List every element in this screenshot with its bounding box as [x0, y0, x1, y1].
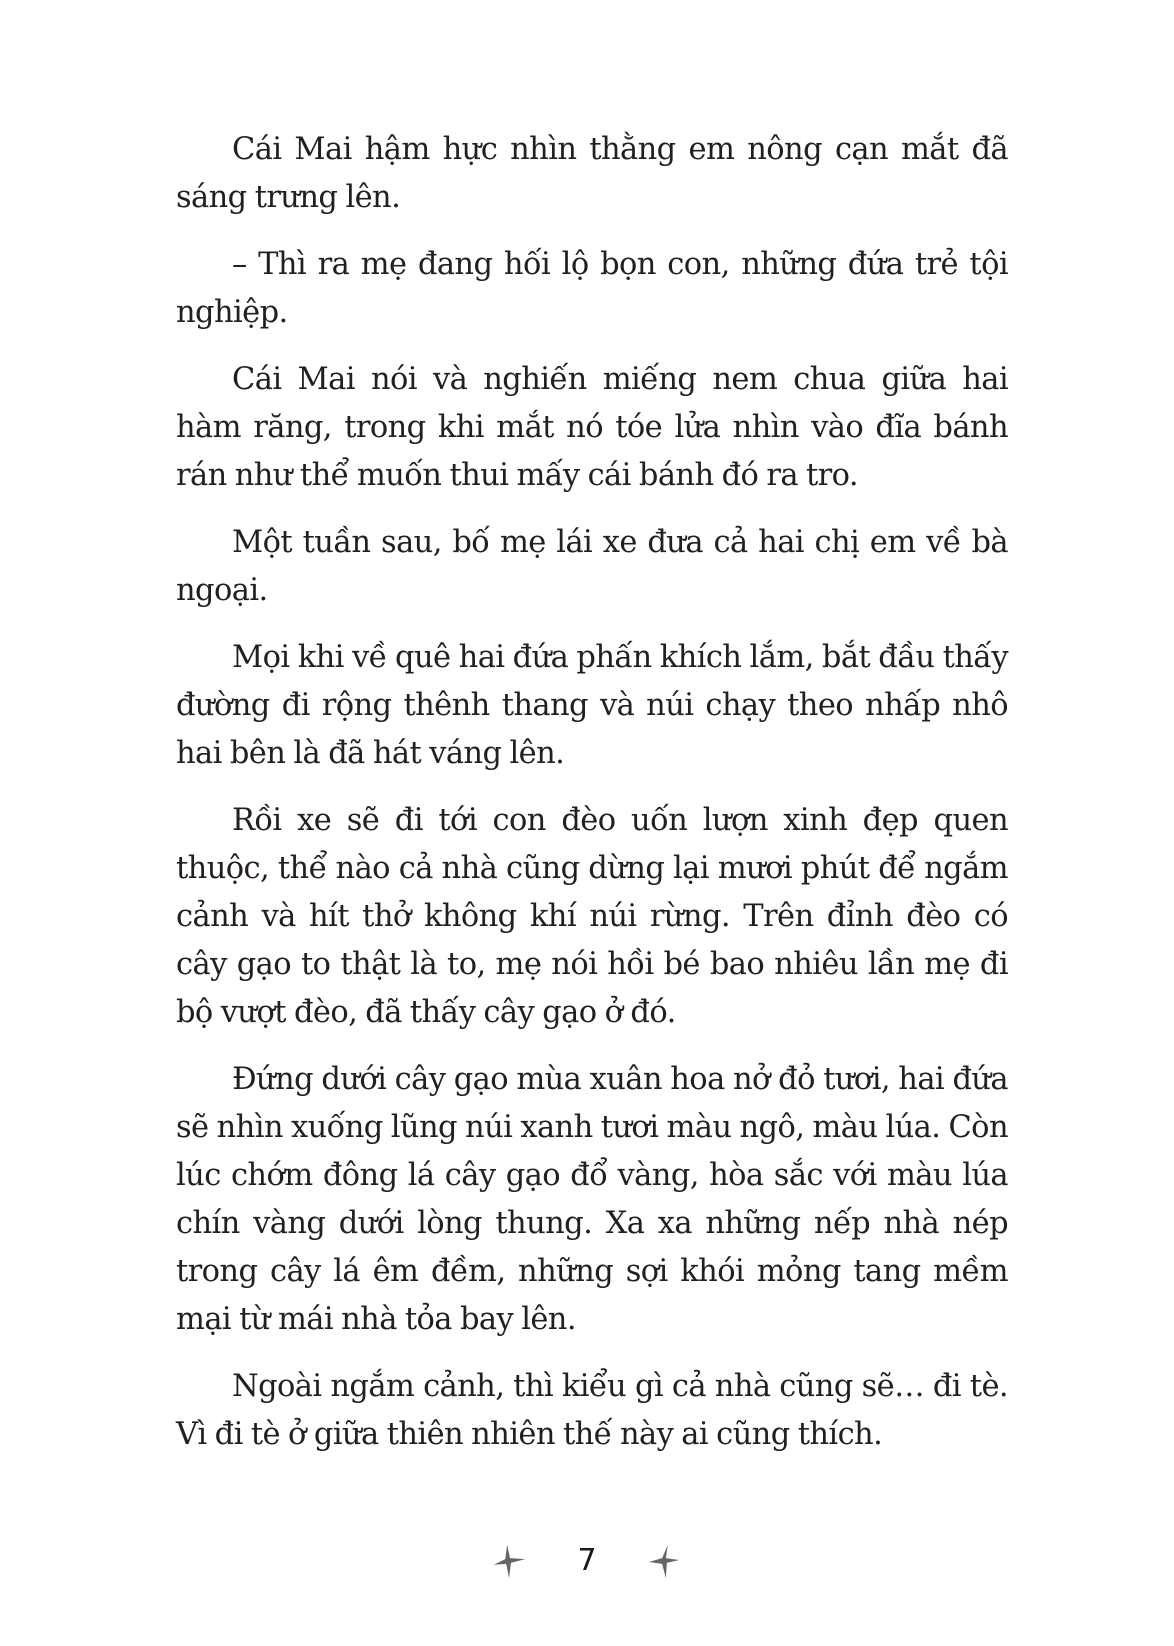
paragraph-8: Ngoài ngắm cảnh, thì kiểu gì cả nhà cũng sẽ… đi tè. Vì đi tè ở giữa thiên nhiên thế này ai cũng thích. — [176, 1369, 1008, 1452]
page-number: 7 — [577, 1543, 597, 1578]
paragraph-6: Rồi xe sẽ đi tới con đèo uốn lượn xinh đẹp quen thuộc, thể nào cả nhà cũng dừng lại mươi phút để ngắm cảnh và hít thở không khí núi rừng. Trên đỉnh đèo có cây gạo to thật là to, mẹ nói hồi bé bao nhiêu lần mẹ đi bộ vượt đèo, đã thấy cây gạo ở đó. — [176, 803, 1008, 1030]
body-text — [176, 126, 1008, 1478]
paragraph-7: Đứng dưới cây gạo mùa xuân hoa nở đỏ tươi, hai đứa sẽ nhìn xuống lũng núi xanh tươi màu ngô, màu lúa. Còn lúc chớm đông lá cây gạo đổ vàng, hòa sắc với màu lúa chín vàng dưới lòng thung. Xa xa những nếp nhà nép trong cây lá êm đềm, những sợi khói mỏng tang mềm mại từ mái nhà tỏa bay lên. — [176, 1062, 1008, 1337]
paragraph-1: Cái Mai hậm hực nhìn thằng em nông cạn mắt đã sáng trưng lên. — [176, 132, 1008, 215]
paragraph-2-dialogue: – Thì ra mẹ đang hối lộ bọn con, những đứa trẻ tội nghiệp. — [176, 247, 1008, 330]
page-footer — [0, 1536, 1174, 1586]
paragraph-4: Một tuần sau, bố mẹ lái xe đưa cả hai chị em về bà ngoại. — [176, 525, 1008, 608]
star-icon — [491, 1542, 529, 1580]
star-icon — [645, 1542, 683, 1580]
paragraph-3: Cái Mai nói và nghiến miếng nem chua giữa hai hàm răng, trong khi mắt nó tóe lửa nhìn vào đĩa bánh rán như thể muốn thui mấy cái bánh đó ra tro. — [176, 362, 1008, 493]
paragraph-5: Mọi khi về quê hai đứa phấn khích lắm, bắt đầu thấy đường đi rộng thênh thang và núi chạy theo nhấp nhô hai bên là đã hát váng lên. — [176, 640, 1008, 771]
